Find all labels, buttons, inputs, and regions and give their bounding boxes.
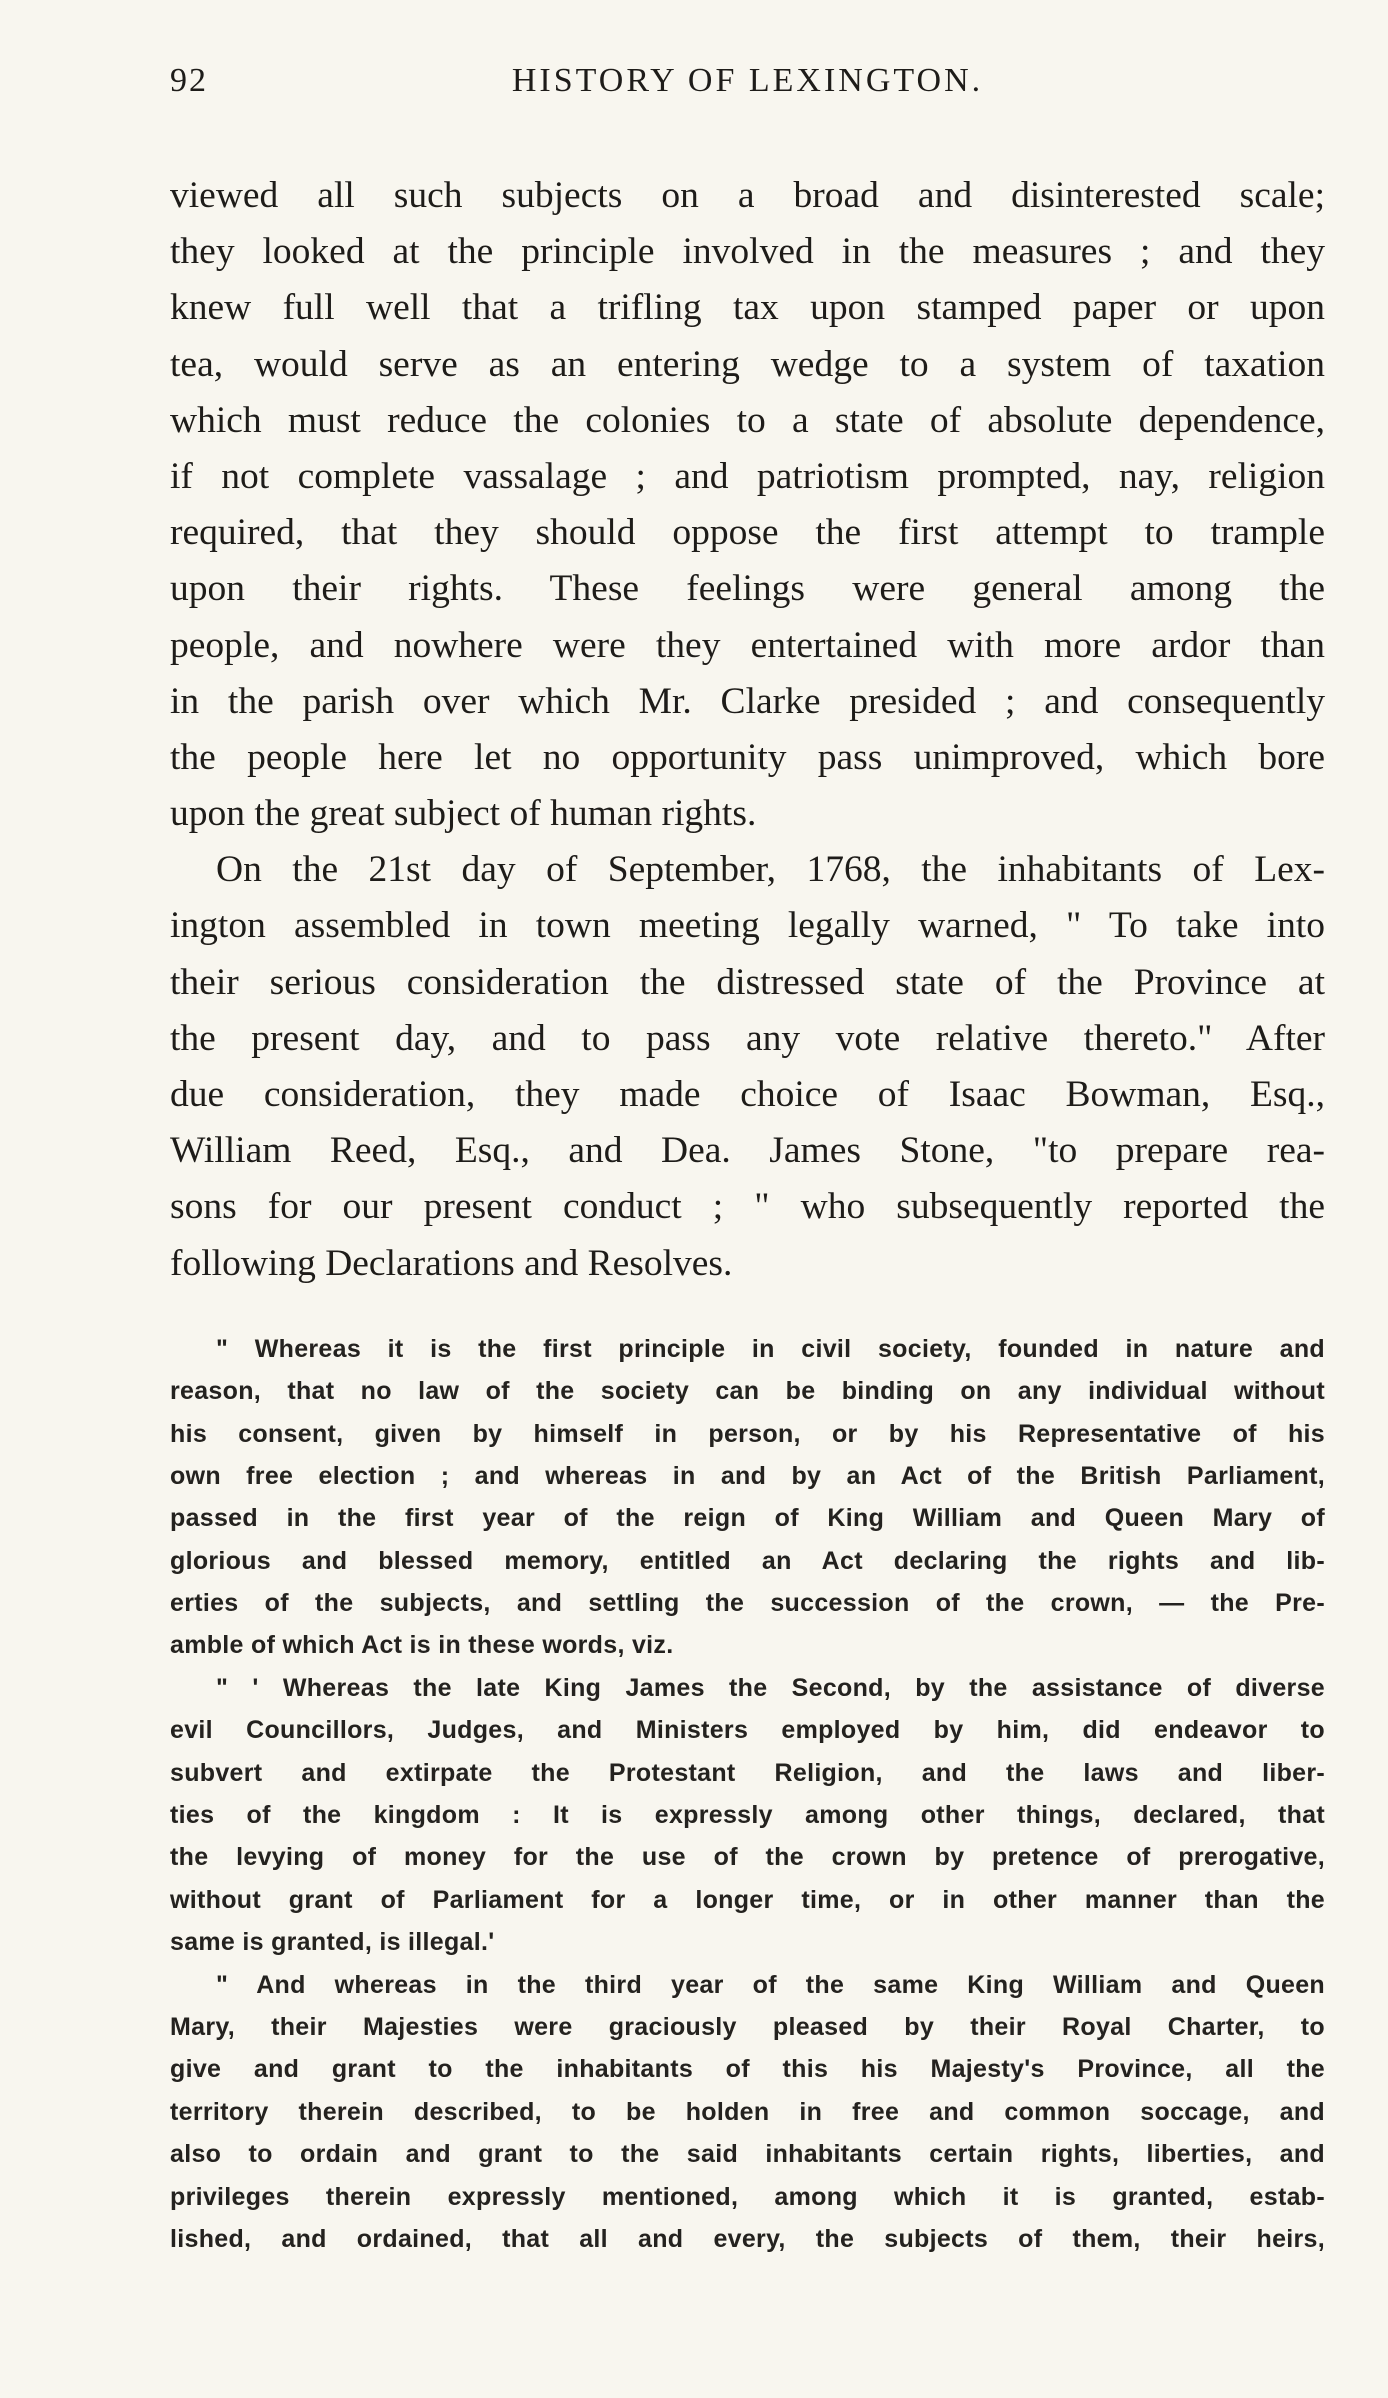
extract-line: passed in the first year of the reign of King William and Queen Mary of [170,1504,1325,1533]
text-line: people, and nowhere were they entertained with more ardor than [170,624,1325,666]
extract-line: also to ordain and grant to the said inhabitants certain rights, liberties, and [170,2140,1325,2169]
extract-line: give and grant to the inhabitants of this his Majesty's Province, all the [170,2055,1325,2084]
text-line: required, that they should oppose the first attempt to trample [170,512,1325,554]
text-line: upon the great subject of human rights. [170,793,757,835]
extract-line: ties of the kingdom : It is expressly among other things, declared, that [170,1801,1325,1830]
running-head [170,62,1325,122]
text-line: ington assembled in town meeting legally warned, " To take into [170,905,1325,947]
text-line: in the parish over which Mr. Clarke presided ; and consequently [170,680,1325,722]
page-number: 92 [170,62,208,99]
body-text [170,168,1325,1292]
extract-line: reason, that no law of the society can be binding on any individual without [170,1377,1325,1406]
extract-line: subvert and extirpate the Protestant Religion, and the laws and liber- [170,1758,1325,1787]
quoted-extract [170,1328,1325,2261]
text-line: the present day, and to pass any vote relative thereto." After [170,1017,1325,1059]
extract-line: amble of which Act is in these words, viz. [170,1631,674,1660]
text-line: due consideration, they made choice of Isaac Bowman, Esq., [170,1074,1325,1115]
text-line: which must reduce the colonies to a state of absolute dependence, [170,399,1325,441]
extract-line: lished, and ordained, that all and every, the subjects of them, their heirs, [170,2224,1325,2253]
extract-line: " And whereas in the third year of the same King William and Queen [216,1970,1325,1999]
text-line: following Declarations and Resolves. [170,1242,733,1284]
extract-paragraph-1 [170,1328,1325,1667]
extract-line: privileges therein expressly mentioned, among which it is granted, estab- [170,2182,1325,2211]
extract-line: without grant of Parliament for a longer time, or in other manner than the [170,1885,1325,1914]
extract-line: " Whereas it is the first principle in civil society, founded in nature and [216,1334,1325,1363]
extract-line: territory therein described, to be holden in free and common soccage, and [170,2097,1325,2126]
text-line: they looked at the principle involved in the measures ; and they [170,231,1325,273]
text-line: their serious consideration the distressed state of the Province at [170,961,1325,1003]
extract-line: same is granted, is illegal.' [170,1928,495,1957]
extract-line: own free election ; and whereas in and by an Act of the British Parliament, [170,1461,1325,1490]
text-line: William Reed, Esq., and Dea. James Stone, "to prepare rea- [170,1130,1325,1172]
text-line: viewed all such subjects on a broad and disinterested scale; [170,175,1325,216]
text-line: tea, would serve as an entering wedge to a system of taxation [170,343,1325,385]
extract-line: Mary, their Majesties were graciously pleased by their Royal Charter, to [170,2013,1325,2041]
extract-paragraph-3 [170,1964,1325,2261]
extract-line: erties of the subjects, and settling the succession of the crown, — the Pre- [170,1589,1325,1618]
body-paragraph-2 [170,842,1325,1292]
extract-paragraph-2 [170,1667,1325,1964]
text-line: if not complete vassalage ; and patriotism prompted, nay, religion [170,455,1325,497]
text-line: knew full well that a trifling tax upon stamped paper or upon [170,287,1325,329]
extract-line: " ' Whereas the late King James the Second, by the assistance of diverse [216,1673,1325,1702]
extract-line: the levying of money for the use of the crown by pretence of prerogative, [170,1843,1325,1872]
body-paragraph-1 [170,168,1325,842]
text-line: On the 21st day of September, 1768, the inhabitants of Lex- [216,849,1325,891]
extract-line: his consent, given by himself in person, or by his Representative of his [170,1419,1325,1448]
running-title: HISTORY OF LEXINGTON. [511,62,984,99]
text-line: sons for our present conduct ; " who subsequently reported the [170,1186,1325,1228]
extract-line: evil Councillors, Judges, and Ministers employed by him, did endeavor to [170,1716,1325,1745]
extract-line: glorious and blessed memory, entitled an Act declaring the rights and lib- [170,1546,1325,1575]
text-line: the people here let no opportunity pass unimproved, which bore [170,736,1325,778]
page-content [170,62,1325,2260]
text-line: upon their rights. These feelings were general among the [170,568,1325,610]
